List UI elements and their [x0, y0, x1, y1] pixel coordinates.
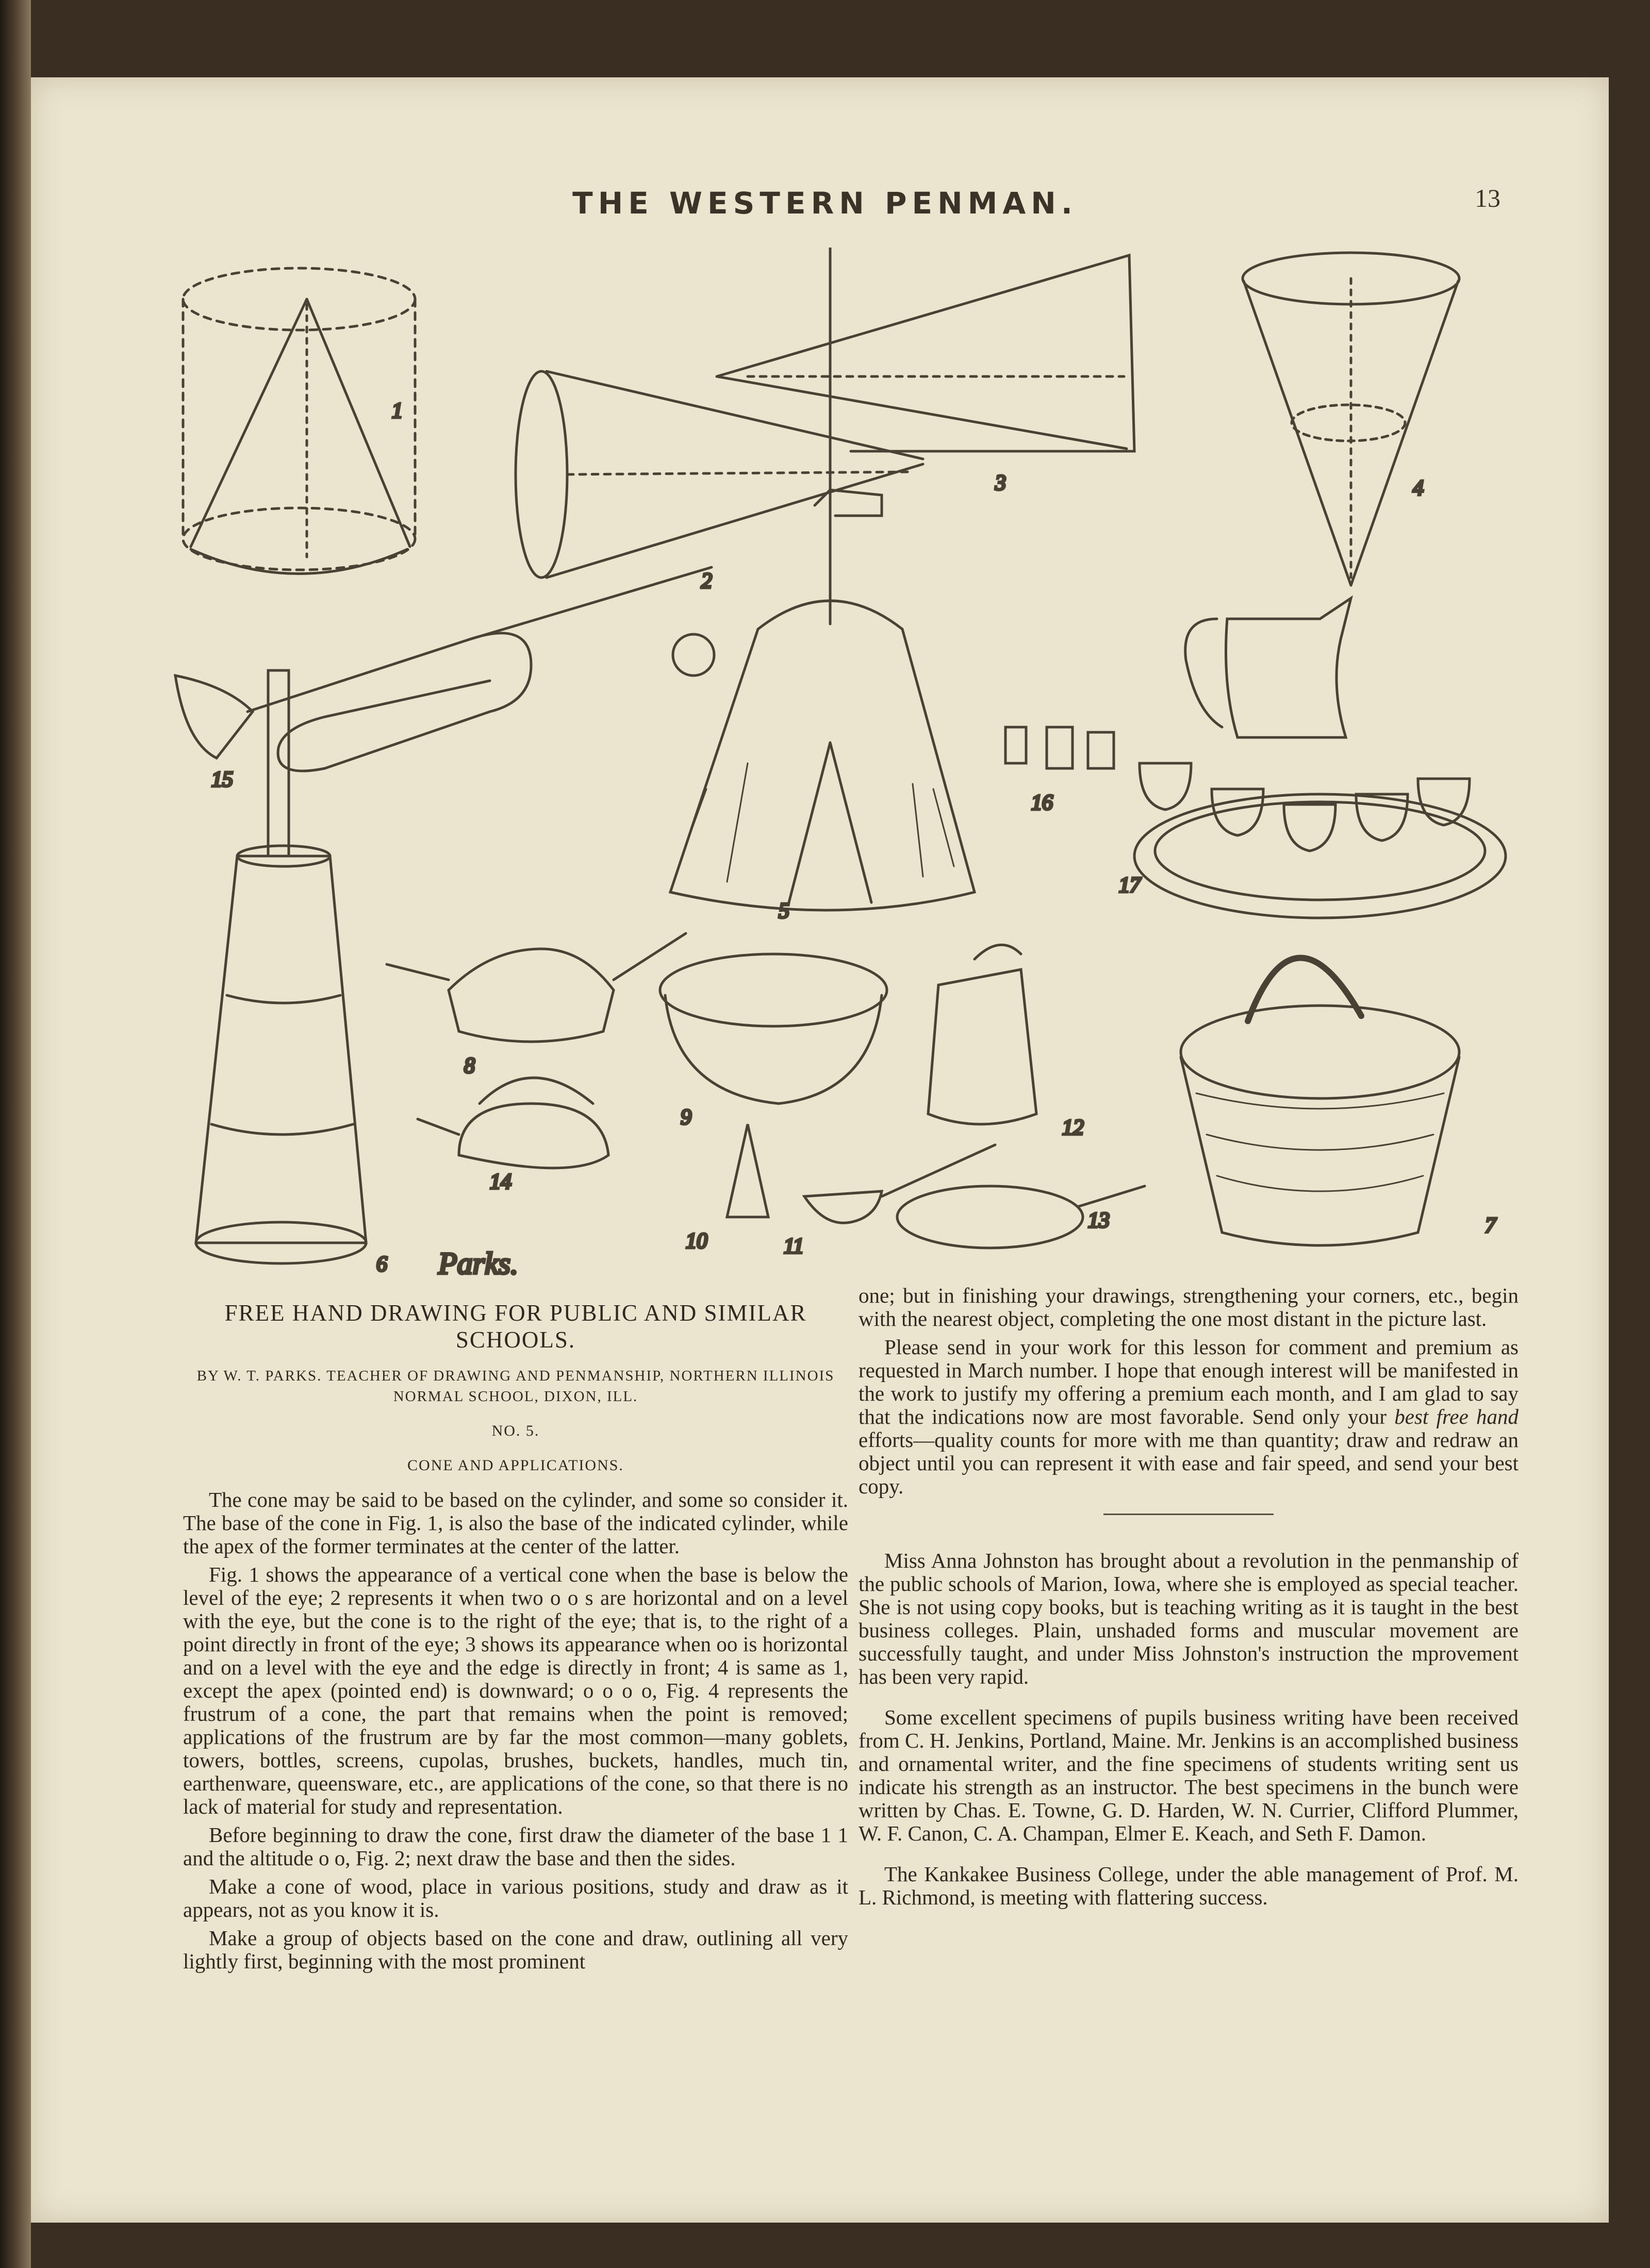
section-divider	[1103, 1514, 1274, 1515]
fig-label-8: 8	[464, 1054, 475, 1078]
article-paragraph: Fig. 1 shows the appearance of a vertical cone when the base is below the level of the eye; 2 represents it when two o o s are horizontal and on a level with the eye, but the cone is to the right of the eye; that is, to the right of a point directly in front of the eye; 3 shows its appearance when oo is horizontal and on a level with the eye and the edge is directly in front; 4 is same as 1, except the apex (pointed end) is downward; o o o o, Fig. 4 represents the frustrum of a cone, the part that remains when the point is removed; applications of the frustrum are by far the most common—many goblets, towers, bottles, screens, cupolas, brushes, buckets, handles, much tin, earthenware, queensware, etc., are applications of the cone, so that there is no lack of material for study and representation.	[183, 1563, 848, 1818]
news-item: The Kankakee Business College, under the able management of Prof. M. L. Richmond, is meeting with flattering success.	[859, 1862, 1519, 1909]
article-paragraph: Before beginning to draw the cone, first draw the diameter of the base 1 1 and the altitude o o, Fig. 2; next draw the base and then the sides.	[183, 1823, 848, 1870]
fig-label-1: 1	[392, 399, 403, 423]
fig-label-9: 9	[681, 1106, 691, 1129]
article-emphasis: best free hand	[1394, 1405, 1519, 1428]
fig-label-5: 5	[779, 899, 789, 923]
fig8-kettle	[387, 933, 686, 1042]
article-paragraph: one; but in finishing your drawings, strengthening your corners, etc., begin with the nearest object, completing the one most distant in the picture last.	[859, 1284, 1519, 1330]
article-text: efforts—quality counts for more with me than quantity; draw and redraw an object until you can represent it with ease and fair speed, and send your best copy.	[859, 1428, 1519, 1498]
fig9-dishpan	[660, 954, 887, 1104]
book-spine	[0, 0, 31, 2268]
article-text: Please send in your work for this lesson for comment and premium as requested in March number. I hope that enough interest will be manifested in the work to justify my offering a premium each month, and I am glad to say that the indications now are most favorable. Send only your	[859, 1335, 1519, 1428]
artist-signature: Parks.	[438, 1246, 518, 1280]
article-number: NO. 5.	[491, 1422, 540, 1439]
fig10-funnel	[727, 1124, 768, 1217]
fig17-pitcher-and-goblets	[1134, 598, 1506, 918]
fig-label-15: 15	[211, 768, 233, 792]
illustration-plate	[170, 248, 1521, 1289]
fig-label-4: 4	[1413, 476, 1424, 500]
fig1-cone-in-cylinder	[183, 268, 415, 574]
fig-label-10: 10	[686, 1229, 707, 1253]
article-paragraph: Make a group of objects based on the cone and draw, outlining all very lightly first, beginning with the most prominent	[183, 1926, 848, 1973]
fig4-inverted-cone	[1243, 253, 1459, 585]
fig-label-7: 7	[1485, 1214, 1496, 1238]
article-column-right	[859, 1284, 1519, 1914]
article-subtitle: CONE AND APPLICATIONS.	[407, 1457, 624, 1474]
fig-label-12: 12	[1062, 1116, 1084, 1140]
fig7-basket	[1181, 958, 1459, 1245]
fig-label-11: 11	[784, 1235, 804, 1258]
fig-label-6: 6	[376, 1253, 387, 1276]
fig3-cone-edge-view	[717, 255, 1134, 451]
article-paragraph: The cone may be said to be based on the cylinder, and some so consider it. The base of the cone in Fig. 1, is also the base of the indicated cylinder, while the apex of the former terminates at the center of the latter.	[183, 1488, 848, 1558]
fig12-coffee-pot	[928, 945, 1036, 1124]
page-number: 13	[1475, 184, 1500, 212]
article-title: FREE HAND DRAWING FOR PUBLIC AND SIMILAR SCHOOLS.	[224, 1300, 807, 1353]
article-column-left	[183, 1300, 848, 1978]
fig15-bugle	[175, 567, 714, 771]
fig14-teakettle	[418, 1078, 608, 1168]
article-paragraph: Make a cone of wood, place in various positions, study and draw as it appears, not as you know it is.	[183, 1875, 848, 1921]
news-item: Some excellent specimens of pupils business writing have been received from C. H. Jenkins, Portland, Maine. Mr. Jenkins is an accomplished business and ornamental writer, and the fine specimens of students writing sent us indicate his strength as an instructor. The best specimens in the bunch were written by Chas. E. Towne, G. D. Harden, W. N. Currier, Clifford Plummer, W. F. Canon, C. A. Champan, Elmer E. Keach, and Seth F. Damon.	[859, 1705, 1519, 1845]
fig-label-17: 17	[1119, 874, 1141, 897]
fig16-cruets	[1005, 727, 1114, 768]
fig-label-13: 13	[1088, 1209, 1110, 1232]
fig-label-2: 2	[701, 569, 712, 593]
news-item: Miss Anna Johnston has brought about a revolution in the penmanship of the public schools of Marion, Iowa, where she is employed as special teacher. She is not using copy books, but is teaching writing as it is taught in the best business colleges. Plain, unshaded forms and muscular movement are successfully taught, and under Miss Johnston's instruction the mprovement has been very rapid.	[859, 1549, 1519, 1688]
fig6-butter-churn	[196, 670, 366, 1263]
article-paragraph	[859, 1336, 1519, 1498]
cone-applications-drawing	[170, 248, 1521, 1289]
fig-label-16: 16	[1031, 791, 1053, 815]
fig-label-3: 3	[995, 471, 1006, 495]
article-byline: BY W. T. PARKS. TEACHER OF DRAWING AND PENMANSHIP, NORTHERN ILLINOIS NORMAL SCHOOL, DIXON, ILL.	[196, 1368, 835, 1405]
masthead: THE WESTERN PENMAN.	[572, 186, 1078, 221]
fig5-tent	[670, 248, 975, 910]
fig-label-14: 14	[490, 1170, 512, 1194]
